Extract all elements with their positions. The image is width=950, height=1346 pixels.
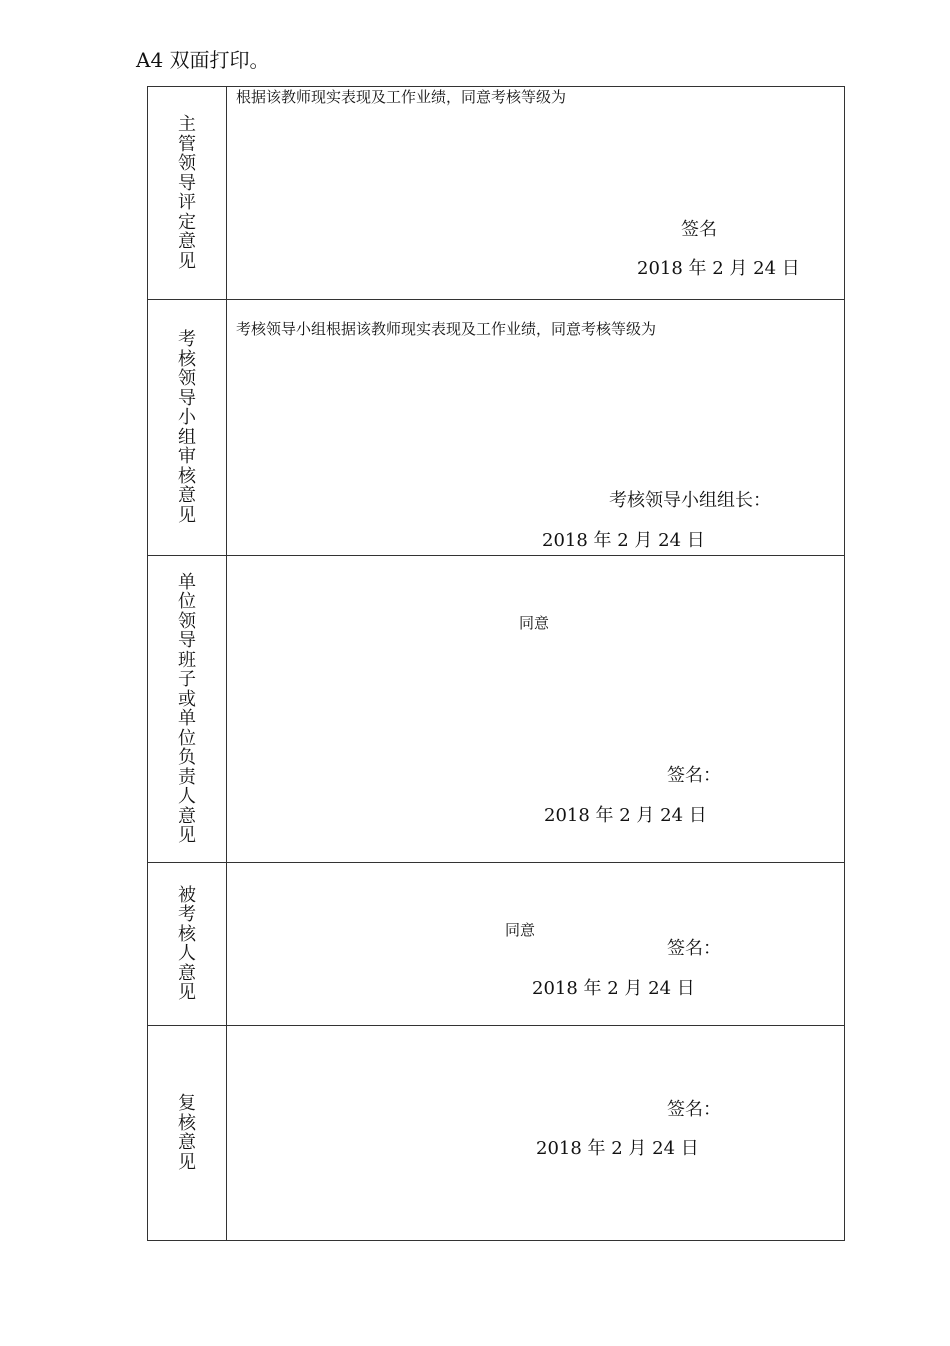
- table-row-committee-review: [148, 300, 845, 556]
- label-char: 责: [178, 766, 196, 788]
- label-char: 位: [178, 591, 196, 612]
- label-char: 负: [178, 747, 196, 768]
- label-char: 见: [178, 1151, 196, 1173]
- table-row-unit-leadership: [148, 556, 845, 863]
- label-char: 组: [178, 426, 196, 448]
- table-row-supervisor-opinion: [148, 87, 845, 300]
- table-row-re-review: [148, 1026, 845, 1241]
- label-char: 复: [178, 1093, 196, 1114]
- opinion-statement: 根据该教师现实表现及工作业绩，同意考核等级为: [236, 88, 567, 106]
- evaluation-opinion-table: [147, 86, 845, 1241]
- date-text: 2018 年 2 月 24 日: [536, 1138, 699, 1159]
- label-char: 见: [178, 504, 196, 526]
- label-char: 单: [178, 571, 196, 593]
- label-char: 班: [178, 649, 196, 671]
- label-char: 导: [178, 387, 196, 409]
- label-char: 意: [178, 231, 196, 252]
- label-char: 位: [178, 727, 196, 749]
- row-label-cell: [148, 87, 227, 300]
- row-label-re-review: [148, 1026, 226, 1240]
- print-instruction: A4 双面打印。: [136, 48, 270, 72]
- signature-label: 签名：: [667, 1099, 721, 1120]
- label-char: 考: [178, 329, 196, 350]
- label-char: 核: [178, 1112, 196, 1134]
- label-char: 审: [178, 446, 196, 467]
- label-char: 见: [178, 250, 196, 272]
- opinion-cell-unit-leadership[interactable]: [227, 556, 845, 863]
- label-char: 领: [178, 610, 196, 632]
- row-label-cell: [148, 300, 227, 556]
- row-label-committee-review: [148, 300, 226, 555]
- opinion-statement: 考核领导小组根据该教师现实表现及工作业绩，同意考核等级为: [236, 320, 657, 338]
- label-char: 核: [178, 465, 196, 487]
- opinion-cell-supervisor[interactable]: [227, 87, 845, 300]
- label-char: 意: [178, 485, 196, 506]
- label-char: 导: [178, 630, 196, 651]
- label-char: 人: [178, 943, 196, 964]
- committee-leader-label: 考核领导小组组长：: [609, 490, 771, 511]
- label-char: 评: [178, 192, 196, 213]
- table-row-appraisee-opinion: [148, 863, 845, 1026]
- label-char: 人: [178, 786, 196, 807]
- date-text: 2018 年 2 月 24 日: [532, 978, 695, 999]
- row-label-supervisor-opinion: [148, 87, 226, 299]
- agree-text: 同意: [519, 614, 550, 632]
- agree-text: 同意: [505, 921, 536, 939]
- signature-label: 签名: [681, 219, 717, 240]
- label-char: 意: [178, 1132, 196, 1153]
- row-label-cell: [148, 556, 227, 863]
- label-char: 核: [178, 923, 196, 945]
- label-char: 单: [178, 708, 196, 729]
- date-text: 2018 年 2 月 24 日: [637, 258, 800, 279]
- label-char: 被: [178, 884, 196, 906]
- row-label-appraisee-opinion: [148, 863, 226, 1025]
- label-char: 子: [178, 669, 196, 690]
- opinion-cell-re-review[interactable]: [227, 1026, 845, 1241]
- label-char: 定: [178, 211, 196, 233]
- opinion-cell-committee[interactable]: [227, 300, 845, 556]
- label-char: 导: [178, 172, 196, 194]
- opinion-cell-appraisee[interactable]: [227, 863, 845, 1026]
- date-text: 2018 年 2 月 24 日: [544, 805, 707, 826]
- label-char: 或: [178, 688, 196, 710]
- label-char: 核: [178, 348, 196, 370]
- label-char: 意: [178, 805, 196, 827]
- label-char: 领: [178, 153, 196, 174]
- label-char: 见: [178, 982, 196, 1003]
- label-char: 意: [178, 962, 196, 984]
- date-text: 2018 年 2 月 24 日: [542, 530, 705, 551]
- label-char: 小: [178, 407, 196, 428]
- signature-label: 签名：: [667, 938, 721, 959]
- row-label-unit-leadership: [148, 556, 226, 862]
- row-label-cell: [148, 1026, 227, 1241]
- label-char: 管: [178, 133, 196, 155]
- row-label-cell: [148, 863, 227, 1026]
- label-char: 领: [178, 368, 196, 389]
- label-char: 见: [178, 825, 196, 846]
- label-char: 考: [178, 904, 196, 925]
- label-char: 主: [178, 114, 196, 135]
- signature-label: 签名：: [667, 765, 721, 786]
